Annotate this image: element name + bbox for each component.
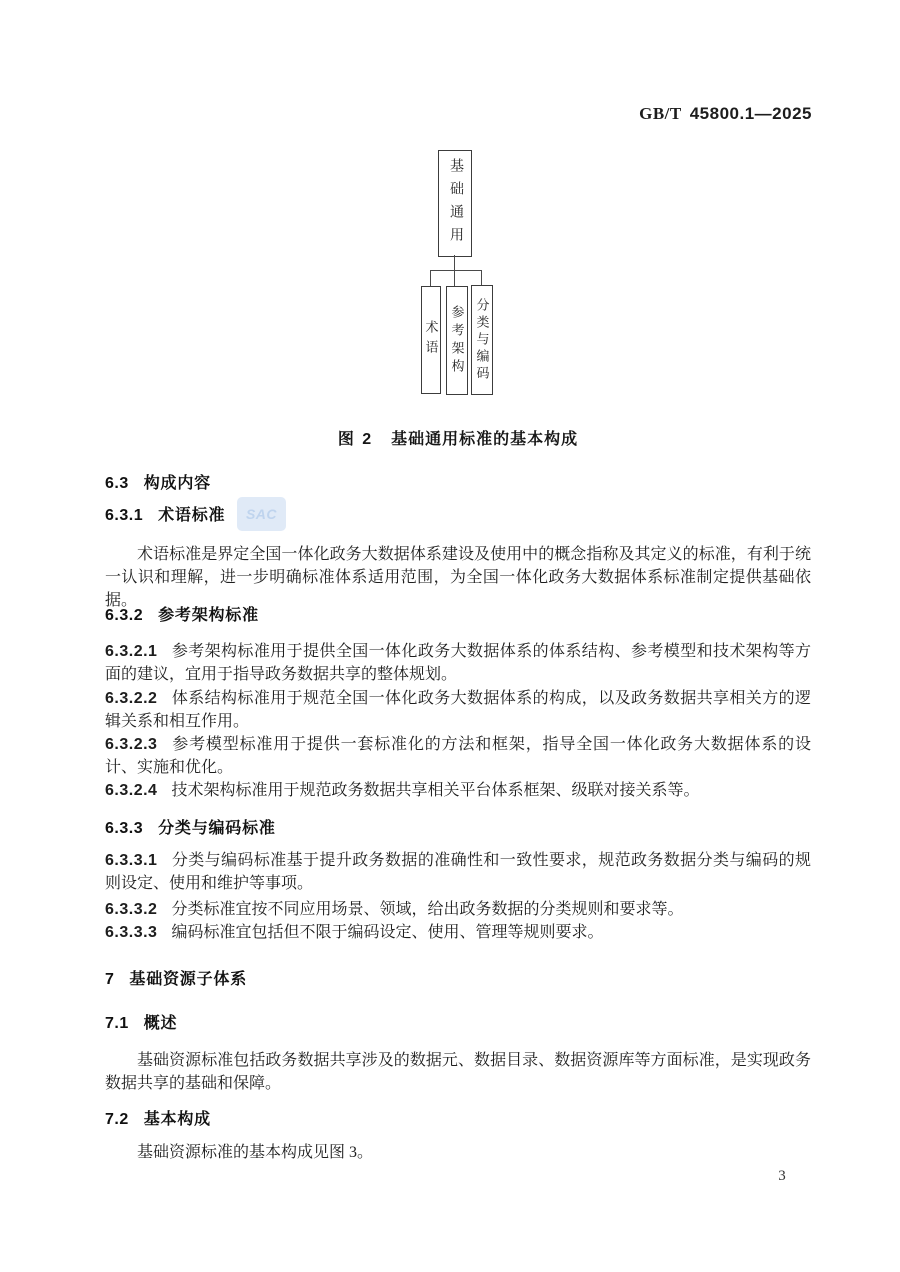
section-heading-6-3-2 — [105, 604, 811, 627]
figure-child-label: 参考架构 — [449, 304, 465, 377]
figure-2-diagram — [0, 0, 900, 400]
section-title: 概述 — [143, 1015, 178, 1032]
section-number: 6.3.3 — [105, 820, 144, 837]
sac-watermark-text: SAC — [245, 506, 278, 522]
connector-line — [454, 270, 455, 286]
clause-number: 6.3.3.2 — [105, 901, 158, 918]
connector-line — [454, 255, 455, 270]
section-heading-6-3 — [105, 472, 811, 495]
numbered-paragraph-6-3-2-4 — [105, 779, 811, 802]
page-number: 3 — [778, 1168, 786, 1184]
clause-number: 6.3.2.1 — [105, 643, 158, 660]
section-heading-6-3-3 — [105, 817, 811, 840]
connector-line — [430, 270, 431, 286]
clause-number: 6.3.2.2 — [105, 690, 158, 707]
clause-text: 编码标准宜包括但不限于编码设定、使用、管理等规则要求。 — [171, 924, 604, 941]
numbered-paragraph-6-3-2-2 — [105, 687, 811, 733]
clause-number: 6.3.2.3 — [105, 736, 158, 753]
figure-caption — [105, 426, 811, 449]
paragraph: 术语标准是界定全国一体化政务大数据体系建设及使用中的概念指称及其定义的标准，有利于统一认识和理解，进一步明确标准体系适用范围，为全国一体化政务大数据体系标准制定提供基础依据。 — [105, 546, 811, 609]
section-number: 7.2 — [105, 1111, 129, 1128]
numbered-paragraph-6-3-3-1 — [105, 849, 811, 895]
numbered-paragraph-6-3-3-2 — [105, 898, 811, 921]
section-number: 7.1 — [105, 1015, 129, 1032]
section-number: 6.3.1 — [105, 507, 144, 524]
paragraph: 基础资源标准包括政务数据共享涉及的数据元、数据目录、数据资源库等方面标准，是实现政务数据共享的基础和保障。 — [105, 1052, 811, 1092]
section-title: 分类与编码标准 — [158, 820, 276, 837]
section-title: 基础资源子体系 — [129, 971, 248, 988]
numbered-paragraph-6-3-2-3 — [105, 733, 811, 779]
clause-text: 体系结构标准用于规范全国一体化政务大数据体系的构成，以及政务数据共享相关方的逻辑关系和相互作用。 — [105, 690, 811, 730]
section-title: 参考架构标准 — [158, 607, 259, 624]
doc-code-number: 45800.1—2025 — [689, 104, 812, 123]
connector-line — [430, 270, 482, 271]
figure-caption-title: 基础通用标准的基本构成 — [391, 431, 579, 448]
clause-text: 参考架构标准用于提供全国一体化政务大数据体系的体系结构、参考模型和技术架构等方面的建议，宜用于指导政务数据共享的整体规划。 — [105, 643, 811, 683]
section-title: 术语标准 — [158, 507, 226, 524]
figure-child-box-terms — [421, 286, 441, 394]
clause-number: 6.3.2.4 — [105, 782, 158, 799]
doc-code-prefix: GB/T — [639, 104, 682, 123]
section-heading-7-2 — [105, 1108, 811, 1131]
figure-child-box-reference-architecture — [446, 286, 468, 395]
section-heading-7 — [105, 968, 811, 991]
figure-root-box — [438, 150, 472, 257]
connector-line — [481, 270, 482, 285]
figure-root-label: 基础通用 — [448, 157, 463, 250]
section-heading-6-3-1 — [105, 504, 811, 527]
clause-text: 参考模型标准用于提供一套标准化的方法和框架，指导全国一体化政务大数据体系的设计、实施和优化。 — [105, 736, 811, 776]
section-number: 6.3 — [105, 475, 129, 492]
figure-child-label: 分类与编码 — [474, 297, 490, 383]
clause-text: 技术架构标准用于规范政务数据共享相关平台体系框架、级联对接关系等。 — [171, 782, 700, 799]
numbered-paragraph-6-3-3-3 — [105, 921, 811, 944]
section-heading-7-1 — [105, 1012, 811, 1035]
section-title: 构成内容 — [143, 475, 211, 492]
clause-number: 6.3.3.3 — [105, 924, 158, 941]
numbered-paragraph-6-3-2-1 — [105, 640, 811, 686]
clause-number: 6.3.3.1 — [105, 852, 158, 869]
paragraph: 基础资源标准的基本构成见图 3。 — [137, 1144, 374, 1161]
clause-text: 分类与编码标准基于提升政务数据的准确性和一致性要求，规范政务数据分类与编码的规则设定、使用和维护等事项。 — [105, 852, 811, 892]
figure-child-label: 术语 — [423, 320, 439, 360]
figure-child-box-classification-coding — [471, 285, 493, 395]
section-title: 基本构成 — [143, 1111, 211, 1128]
clause-text: 分类标准宜按不同应用场景、领域，给出政务数据的分类规则和要求等。 — [171, 901, 684, 918]
figure-caption-label: 图 2 — [337, 431, 374, 448]
section-number: 7 — [105, 971, 115, 988]
section-number: 6.3.2 — [105, 607, 144, 624]
